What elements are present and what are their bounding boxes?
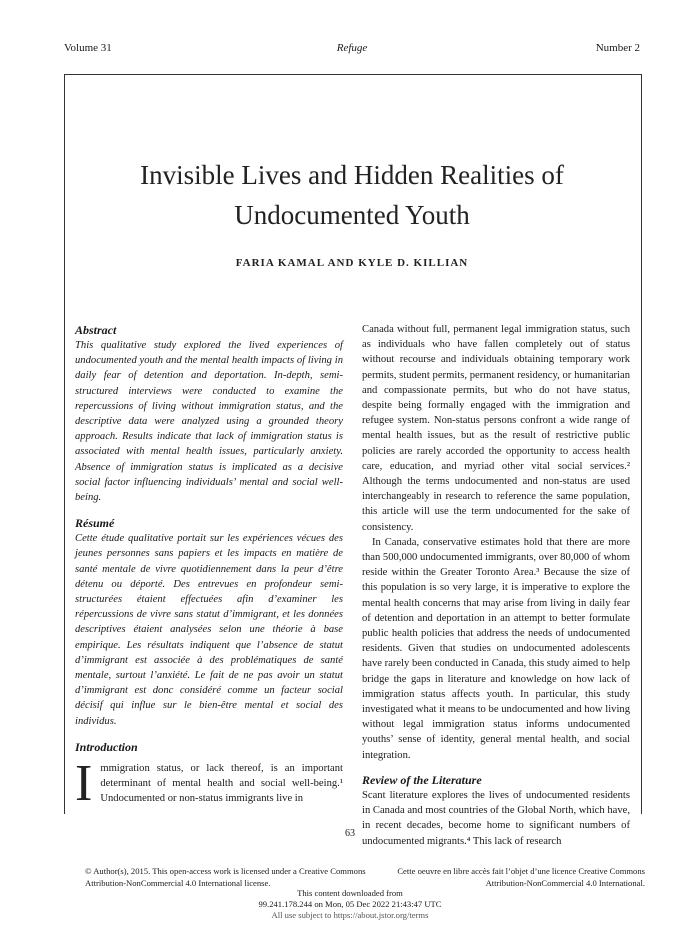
license-french: Cette oeuvre en libre accès fait l’objet d’une licence Creative Commons Attribution-NonCommercial 4.0 International. — [397, 866, 645, 888]
title-line-1: Invisible Lives and Hidden Realities of — [140, 160, 564, 190]
issue-number: Number 2 — [595, 42, 640, 54]
abstract-text: This qualitative study explored the lived experiences of undocumented youth and the mental health impacts of living in daily fear of detention and deportation. In-depth, semi-structured interviews were conducted to examine the repercussions of living without immigration status, and the descriptive data were analyzed using a grounded theory approach. Results indicate that lack of immigration status is associated with mental health issues, particularly anxiety. Absence of immigration status is implicated as a decisive social factor influencing individuals’ mental and social well-being. — [75, 340, 343, 504]
running-head — [64, 42, 640, 56]
resume-heading: Résumé — [75, 516, 115, 531]
review-paragraph: Scant literature explores the lives of undocumented residents in Canada and most countries of the Global North, which have, in recent decades, become home to significant numbers of undocumented migrants.⁴ This lack of research — [362, 789, 630, 847]
right-column — [362, 322, 630, 849]
resume-text: Cette étude qualitative portait sur les expériences vécues des jeunes personnes sans papiers et les impacts en matière de santé mentale de vivre quotidiennement dans la peur d’être détenu ou déporté. Des entrevues en profondeur semi-structurées étaient effectuées afin d’examiner les répercussions de vivre sans statut d’immigrant, et les données descriptives étaient analysées selon une théorie à base empirique. Les résultats indiquent que l’absence de statut d’immigrant est associée à des problématiques de santé mentale, surtout l’anxiété. Le fait de ne pas avoir un statut d’immigrant est donc considéré comme un facteur social décisif qui influe sur le bien-être mental et social des individus. — [75, 533, 343, 727]
license-english: © Author(s), 2015. This open-access work is licensed under a Creative Commons Attribution-NonCommercial 4.0 International license. — [85, 866, 366, 888]
journal-name: Refuge — [336, 42, 368, 54]
terms-link[interactable]: All use subject to https://about.jstor.org/terms — [271, 910, 429, 920]
drop-cap: I — [75, 754, 93, 812]
download-line-2: 99.241.178.244 on Mon, 05 Dec 2022 21:43:47 UTC — [258, 899, 442, 909]
download-notice — [0, 888, 700, 921]
body-paragraph-1: Canada without full, permanent legal immigration status, such as individuals who have fallen completely out of status without recourse and individuals obtaining temporary work permits, student permits, permanent residency, or humanitarian and compassionate permits, but who do not have status, despite being formally engaged with the immigration and refugee system. Non-status persons confront a wide range of mental health issues, but as the result of restrictive public policies are rarely accorded the opportunity to access health care, education, and myriad other vital social services.² Although the terms undocumented and non-status are used interchangeably in research to reference the same population, this article will use the term undocumented for the sake of consistency. — [362, 324, 630, 533]
left-column — [75, 322, 343, 812]
introduction-text: mmigration status, or lack thereof, is an important determinant of mental health and social well-being.¹ Undocumented or non-status immigrants live in — [100, 762, 343, 805]
title-line-2: Undocumented Youth — [234, 200, 470, 230]
article-authors: FARIA KAMAL AND KYLE D. KILLIAN — [235, 257, 469, 269]
introduction-heading: Introduction — [75, 739, 138, 754]
abstract-heading: Abstract — [75, 323, 117, 337]
page-number: 63 — [345, 828, 355, 839]
volume-label: Volume 31 — [64, 42, 112, 54]
introduction-paragraph — [75, 754, 343, 812]
body-paragraph-2: In Canada, conservative estimates hold that there are more than 500,000 undocumented immigrants, over 80,000 of whom reside within the Greater Toronto Area.³ Because the size of this population is so very large, it is imperative to explore the mental health concerns that may arise from living in daily fear of detention and deportation in an attempt to better formulate public health policies that address the needs of undocumented residents. Given that studies on undocumented adolescents have rarely been conducted in Canada, this study aimed to help bridge the gaps in literature and knowledge on how lack of immigration status affects youth. In particular, this study investigated what it means to be undocumented and how living without legal immigration status informs undocumented youths’ sense of identity, general mental health, and social integration. — [362, 536, 630, 761]
review-heading: Review of the Literature — [362, 772, 482, 787]
article-title — [64, 155, 640, 235]
download-line-1: This content downloaded from — [297, 888, 403, 898]
